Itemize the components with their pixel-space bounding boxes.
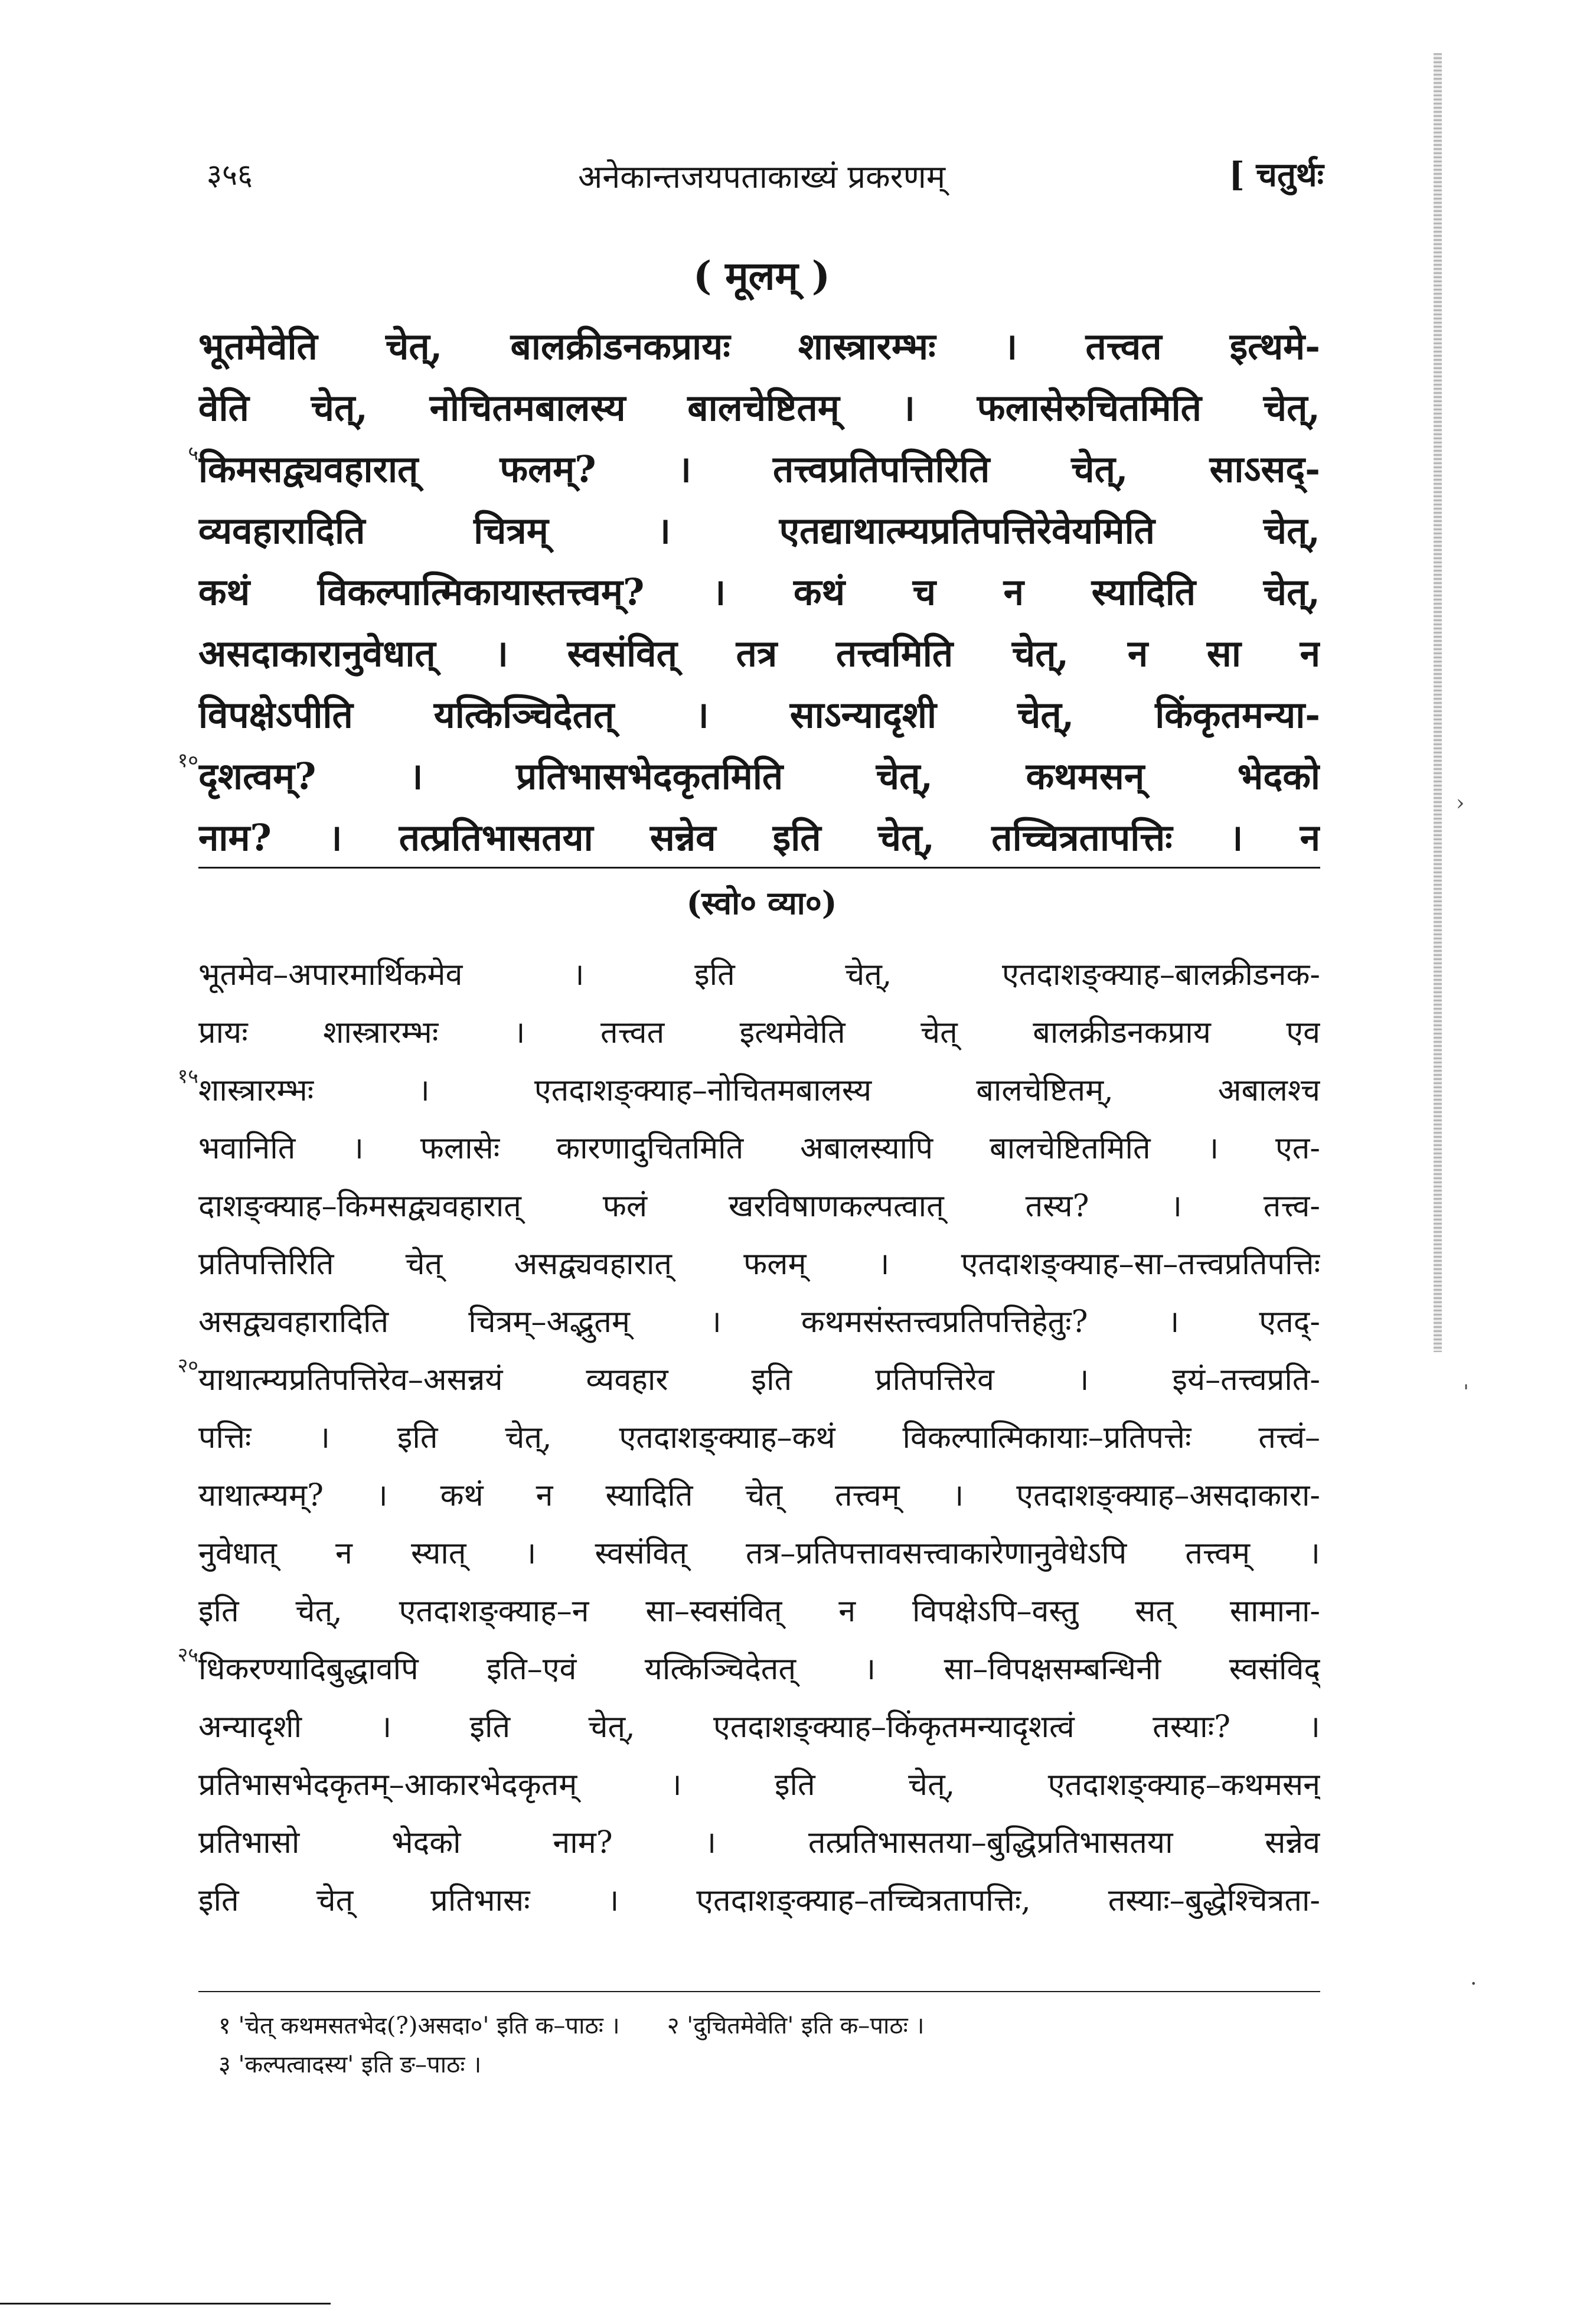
mula-line: नाम? । तत्प्रतिभासतया सन्नेव इति चेत्, तच्चित्रतापत्तिः । न — [198, 816, 1320, 859]
vyakhya-line-wrap — [177, 1351, 1320, 1409]
running-title: अनेकान्तजयपताकाख्यं प्रकरणम् — [577, 158, 946, 195]
vyakhya-line: याथात्म्यम्? । कथं न स्यादिति चेत् तत्त्वम् । एतदाशङ्क्याह–असदाकारा- — [198, 1478, 1320, 1513]
vyakhya-line: याथात्म्यप्रतिपत्तिरेव–असन्नयं व्यवहार इति प्रतिपत्तिरेव । इयं–तत्त्वप्रति- — [198, 1362, 1320, 1398]
line-number: १५ — [177, 1065, 198, 1088]
margin-mark: · — [1470, 1972, 1477, 1996]
vyakhya-line: धिकरण्यादिबुद्धावपि इति–एवं यत्किञ्चिदेतत् । सा–विपक्षसम्बन्धिनी स्वसंविद् — [198, 1651, 1320, 1687]
vyakhya-line: इति चेत् प्रतिभासः । एतदाशङ्क्याह–तच्चित्रतापत्तिः, तस्याः–बुद्धेश्चित्रता- — [198, 1883, 1320, 1918]
vyakhya-line: भवानिति । फलासेः कारणादुचितमिति अबालस्यापि बालचेष्टितमिति । एत- — [198, 1131, 1320, 1166]
footnote-1: १ 'चेत् कथमसतभेद(?)असदा०' इति क–पाठः । — [218, 2012, 620, 2039]
footnote-3: ३ 'कल्पत्वादस्य' इति ङ–पाठः । — [218, 2051, 482, 2078]
vyakhya-line: अन्यादृशी । इति चेत्, एतदाशङ्क्याह–किंकृतमन्यादृशत्वं तस्याः? । — [198, 1709, 1320, 1745]
margin-mark: ˈ — [1463, 1382, 1469, 1406]
mula-line: व्यवहारादिति चित्रम् । एतद्याथात्म्यप्रतिपत्तिरेवेयमिति चेत्, — [198, 509, 1320, 552]
footnote-row — [218, 2045, 1317, 2084]
line-number: ५ — [188, 442, 198, 465]
line-number: १० — [177, 749, 198, 772]
vyakhya-line: इति चेत्, एतदाशङ्क्याह–न सा–स्वसंवित् न विपक्षेऽपि–वस्तु सत् सामाना- — [198, 1594, 1320, 1629]
vyakhya-line-wrap — [177, 1062, 1320, 1119]
vyakhya-line: भूतमेव–अपारमार्थिकमेव । इति चेत्, एतदाशङ्क्याह–बालक्रीडनक- — [198, 957, 1320, 993]
mula-line: वेति चेत्, नोचितमबालस्य बालचेष्टितम् । फलासेरुचितमिति चेत्, — [198, 386, 1320, 429]
mula-line: विपक्षेऽपीति यत्किञ्चिदेतत् । साऽन्यादृशी चेत्, किंकृतमन्या- — [198, 693, 1320, 736]
vyakhya-line: प्रतिभासभेदकृतम्–आकारभेदकृतम् । इति चेत्, एतदाशङ्क्याह–कथमसन् — [198, 1767, 1320, 1803]
margin-mark: › — [1456, 791, 1465, 815]
footnotes — [218, 2006, 1317, 2084]
section-divider — [198, 867, 1320, 869]
footnote-divider — [198, 1991, 1320, 1992]
bottom-edge-rule — [0, 2303, 331, 2305]
mula-line: असदाकारानुवेधात् । स्वसंवित् तत्र तत्त्वमिति चेत्, न सा न — [198, 632, 1320, 675]
mula-line-wrap — [177, 746, 1320, 807]
footnote-row — [218, 2006, 1317, 2045]
line-number: २५ — [177, 1643, 198, 1667]
page-number: ३५६ — [207, 158, 253, 192]
footnote-2: २ 'दुचितमेवेति' इति क–पाठः । — [667, 2012, 925, 2039]
mula-text — [177, 316, 1320, 869]
section-mark: [ चतुर्थः — [1229, 155, 1324, 194]
vyakhya-line: प्रतिभासो भेदको नाम? । तत्प्रतिभासतया–बुद्धिप्रतिभासतया सन्नेव — [198, 1825, 1320, 1860]
mula-line: दृशत्वम्? । प्रतिभासभेदकृतमिति चेत्, कथमसन् भेदको — [198, 755, 1320, 798]
mula-heading: ( मूलम् ) — [693, 253, 831, 299]
mula-line: कथं विकल्पात्मिकायास्तत्त्वम्? । कथं च न स्यादिति चेत्, — [198, 570, 1320, 613]
vyakhya-line: शास्त्रारम्भः । एतदाशङ्क्याह–नोचितमबालस्य बालचेष्टितम्, अबालश्च — [198, 1073, 1320, 1108]
vyakhya-line: प्रतिपत्तिरिति चेत् असद्व्यवहारात् फलम् । एतदाशङ्क्याह–सा–तत्त्वप्रतिपत्तिः — [198, 1246, 1320, 1282]
vyakhya-line: नुवेधात् न स्यात् । स्वसंवित् तत्र–प्रतिपत्तावसत्त्वाकारेणानुवेधेऽपि तत्त्वम् । — [198, 1536, 1320, 1571]
mula-line-wrap — [188, 439, 1320, 500]
vyakhya-text — [177, 946, 1320, 1930]
vyakhya-heading: (स्वो० व्या०) — [686, 884, 837, 922]
mula-line: किमसद्व्यवहारात् फलम्? । तत्त्वप्रतिपत्तिरिति चेत्, साऽसद्- — [198, 448, 1320, 491]
vyakhya-line: प्रायः शास्त्रारम्भः । तत्त्वत इत्थमेवेति चेत् बालक्रीडनकप्राय एव — [198, 1015, 1320, 1050]
vyakhya-line: दाशङ्क्याह–किमसद्व्यवहारात् फलं खरविषाणकल्पत्वात् तस्य? । तत्त्व- — [198, 1189, 1320, 1224]
line-number: २० — [177, 1354, 198, 1378]
vyakhya-line: पत्तिः । इति चेत्, एतदाशङ्क्याह–कथं विकल्पात्मिकायाः–प्रतिपत्तेः तत्त्वं– — [198, 1420, 1320, 1455]
mula-line: भूतमेवेति चेत्, बालक्रीडनकप्रायः शास्त्रारम्भः । तत्त्वत इत्थमे- — [198, 325, 1320, 368]
vyakhya-line: असद्व्यवहारादिति चित्रम्–अद्भुतम् । कथमसंस्तत्त्वप्रतिपत्तिहेतुः? । एतद्- — [198, 1304, 1320, 1340]
vyakhya-line-wrap — [177, 1640, 1320, 1698]
page-binding-edge — [1434, 53, 1442, 1352]
page-header — [207, 148, 1324, 201]
